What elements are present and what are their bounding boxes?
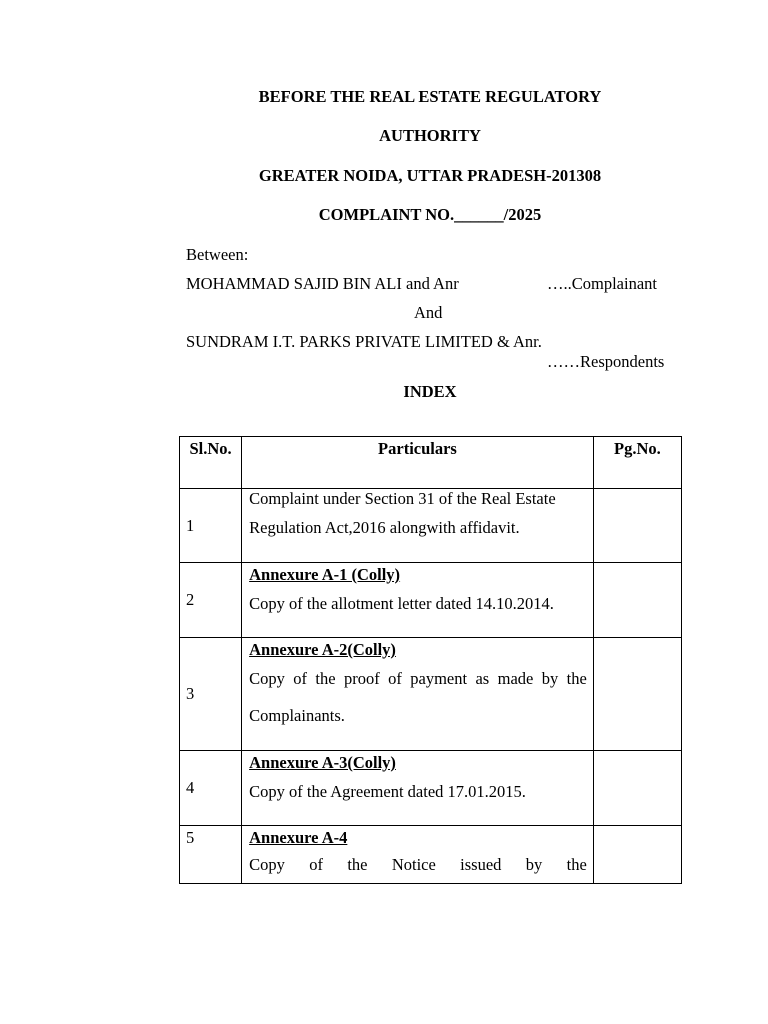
header-particulars: Particulars [242,437,594,489]
table-row [180,826,682,884]
heading-line-1: BEFORE THE REAL ESTATE REGULATORY [258,87,602,106]
row-particulars [242,489,594,563]
between-label: Between: [186,245,249,264]
complainant-name: MOHAMMAD SAJID BIN ALI and Anr [186,274,459,293]
annexure-label: Annexure A-2(Colly) [249,640,396,659]
particulars-line: Complainants. [249,706,345,725]
annexure-label: Annexure A-4 [249,828,348,847]
heading-line-3: GREATER NOIDA, UTTAR PRADESH-201308 [258,166,602,185]
row-page-no [593,638,681,751]
respondent-role: ……Respondents [547,352,665,371]
row-particulars [242,563,594,638]
row-sl-no: 1 [180,489,242,563]
row-sl-no: 5 [180,826,242,884]
particulars-line: Copy of the Notice issued by the [249,855,587,874]
annexure-label: Annexure A-3(Colly) [249,753,396,772]
table-row [180,563,682,638]
table-row [180,489,682,563]
table-row [180,751,682,826]
row-page-no [593,751,681,826]
annexure-label: Annexure A-1 (Colly) [249,565,401,584]
row-particulars [242,638,594,751]
table-header-row [180,437,682,489]
row-page-no [593,489,681,563]
respondent-name: SUNDRAM I.T. PARKS PRIVATE LIMITED & Anr. [186,332,542,351]
row-sl-no: 4 [180,751,242,826]
and-label: And [414,303,443,322]
row-sl-no: 3 [180,638,242,751]
particulars-line: Complaint under Section 31 of the Real Estate [249,489,556,508]
complainant-role: …..Complainant [547,274,657,293]
row-page-no [593,563,681,638]
row-page-no [593,826,681,884]
index-title: INDEX [403,382,457,401]
row-sl-no: 2 [180,563,242,638]
particulars-line: Regulation Act,2016 alongwith affidavit. [249,518,520,537]
particulars-line: Copy of the proof of payment as made by the [249,669,587,688]
row-particulars [242,751,594,826]
particulars-line: Copy of the allotment letter dated 14.10.2014. [249,594,554,613]
heading-line-2: AUTHORITY [379,126,481,145]
index-table [179,436,682,884]
complaint-number: COMPLAINT NO.______/2025 [318,205,542,224]
particulars-line: Copy of the Agreement dated 17.01.2015. [249,782,526,801]
header-sl-no: Sl.No. [180,437,242,489]
header-page-no: Pg.No. [593,437,681,489]
row-particulars [242,826,594,884]
table-row [180,638,682,751]
